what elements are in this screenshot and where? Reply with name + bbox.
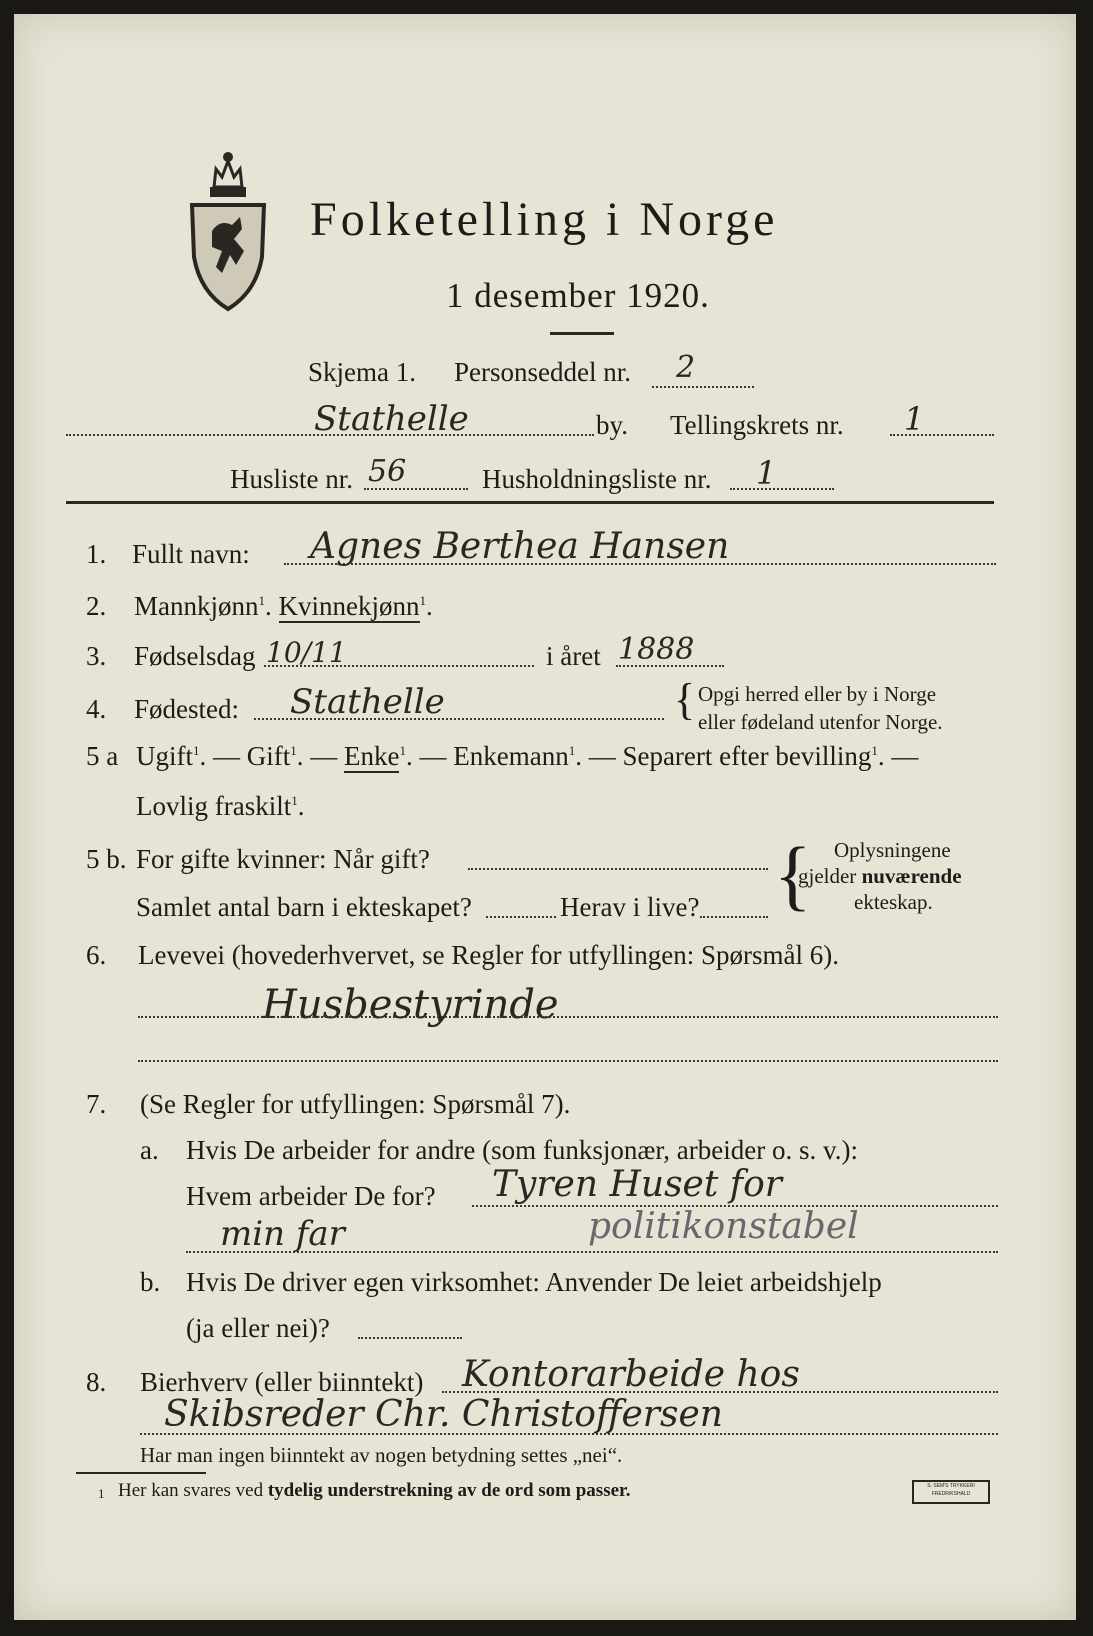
q1-number: 1. xyxy=(86,539,107,569)
personseddel-label: Personseddel nr. xyxy=(454,357,631,387)
q3-year-value: 1888 xyxy=(618,632,695,667)
q3-number: 3. xyxy=(86,641,107,671)
q4-value: Stathelle xyxy=(290,682,445,722)
husholdning-value: 1 xyxy=(756,454,777,492)
q2-male-option[interactable]: Mannkjønn xyxy=(134,591,259,621)
tellingskrets-value: 1 xyxy=(904,400,925,438)
q3-year-label: i året xyxy=(546,641,601,671)
q5a-fraskilt-option[interactable]: Lovlig fraskilt xyxy=(136,791,292,821)
personseddel-line xyxy=(652,386,754,388)
q7a-value-3: politikonstabel xyxy=(588,1206,859,1247)
q7-label: (Se Regler for utfyllingen: Spørsmål 7). xyxy=(140,1089,571,1119)
footnote-mark: 1 xyxy=(98,1486,105,1501)
q8-label: Bierhverv (eller biinntekt) xyxy=(140,1367,424,1397)
q5b-label: For gifte kvinner: Når gift? xyxy=(136,844,430,874)
q5b-children-line xyxy=(486,916,556,918)
husholdning-label: Husholdningsliste nr. xyxy=(482,464,712,494)
q4-label: Fødested: xyxy=(134,694,239,724)
q5a-fraskilt-line: Lovlig fraskilt$^1$. xyxy=(136,791,305,821)
q2-number: 2. xyxy=(86,591,107,621)
q5b-note-3: ekteskap. xyxy=(854,890,933,914)
q5b-alive-line xyxy=(700,916,768,918)
q5a-separert-option[interactable]: Separert efter bevilling xyxy=(622,741,872,771)
q7a-value-2: min far xyxy=(220,1214,345,1254)
norway-coat-of-arms-icon xyxy=(186,147,270,313)
q5b-note-1: Oplysningene xyxy=(834,838,951,862)
q8-value-2: Skibsreder Chr. Christoffersen xyxy=(164,1394,723,1435)
q2-female-option[interactable]: Kvinnekjønn xyxy=(278,591,420,621)
q5a-enke-option[interactable]: Enke xyxy=(344,741,400,771)
q5b-number: 5 b. xyxy=(86,844,127,874)
q7-number: 7. xyxy=(86,1089,107,1119)
form-title: Folketelling i Norge xyxy=(310,193,779,246)
q4-brace: { xyxy=(674,675,696,724)
q3-label: Fødselsdag xyxy=(134,641,256,671)
q7a-text: Hvis De arbeider for andre (som funksjonær, arbeider o. s. v.): xyxy=(186,1135,858,1165)
q7b-line xyxy=(358,1337,462,1339)
q2-options: Mannkjønn$^1$. Kvinnekjønn$^1$. xyxy=(134,591,433,621)
q8-note: Har man ingen biinntekt av nogen betydning settes „nei“. xyxy=(140,1443,623,1467)
city-value: Stathelle xyxy=(314,399,469,439)
q1-value: Agnes Berthea Hansen xyxy=(310,526,730,567)
husliste-label: Husliste nr. xyxy=(230,464,354,494)
q6-line-1 xyxy=(138,1016,998,1018)
footnote-rule xyxy=(76,1472,206,1474)
q5a-number: 5 a xyxy=(86,741,119,771)
q7a-value-1: Tyren Huset for xyxy=(492,1164,782,1205)
title-rule xyxy=(550,332,614,335)
printer-stamp: S. SEM'S TRYKKERI FREDRIKSHALD xyxy=(912,1480,990,1504)
q7a-question: Hvem arbeider De for? xyxy=(186,1181,436,1211)
header-divider xyxy=(66,501,994,504)
form-date: 1 desember 1920. xyxy=(446,276,710,315)
q5b-alive-label: Herav i live? xyxy=(560,892,700,922)
q7a-letter: a. xyxy=(140,1135,159,1165)
q6-label: Levevei (hovederhvervet, se Regler for utfyllingen: Spørsmål 6). xyxy=(138,940,840,970)
personseddel-value: 2 xyxy=(676,350,696,385)
q4-number: 4. xyxy=(86,694,107,724)
q5b-brace: { xyxy=(774,831,812,918)
q4-note-2: eller fødeland utenfor Norge. xyxy=(698,710,943,734)
by-label: by. xyxy=(596,410,628,440)
q5b-note-2: gjelder nuværende xyxy=(798,864,962,888)
skjema-label: Skjema 1. xyxy=(308,357,416,387)
q8-value-1: Kontorarbeide hos xyxy=(462,1354,800,1395)
q5a-enkemann-option[interactable]: Enkemann xyxy=(453,741,569,771)
q8-number: 8. xyxy=(86,1367,107,1397)
q6-value: Husbestyrinde xyxy=(262,982,559,1028)
q7b-question: (ja eller nei)? xyxy=(186,1313,330,1343)
q6-line-2 xyxy=(138,1060,998,1062)
census-form-sheet xyxy=(14,14,1076,1620)
q5a-options: Ugift$^1$. — Gift$^1$. — Enke$^1$. — Enkemann$^1$. — Separert efter bevilling$^1$. — xyxy=(136,741,919,771)
husholdning-line xyxy=(730,488,834,490)
husliste-value: 56 xyxy=(368,454,407,489)
q6-number: 6. xyxy=(86,940,107,970)
footnote-text: Her kan svares ved tydelig understrekning av de ord som passer. xyxy=(118,1480,631,1501)
q1-label: Fullt navn: xyxy=(132,539,250,569)
q5b-gift-line xyxy=(468,868,768,870)
q5a-gift-option[interactable]: Gift xyxy=(246,741,291,771)
q7b-letter: b. xyxy=(140,1267,161,1297)
q5a-ugift-option[interactable]: Ugift xyxy=(136,741,193,771)
tellingskrets-label: Tellingskrets nr. xyxy=(670,410,844,440)
q4-note-1: Opgi herred eller by i Norge xyxy=(698,682,937,706)
q7b-text: Hvis De driver egen virksomhet: Anvender De leiet arbeidshjelp xyxy=(186,1267,882,1297)
q3-day-value: 10/11 xyxy=(266,636,347,669)
q5b-children-label: Samlet antal barn i ekteskapet? xyxy=(136,892,472,922)
